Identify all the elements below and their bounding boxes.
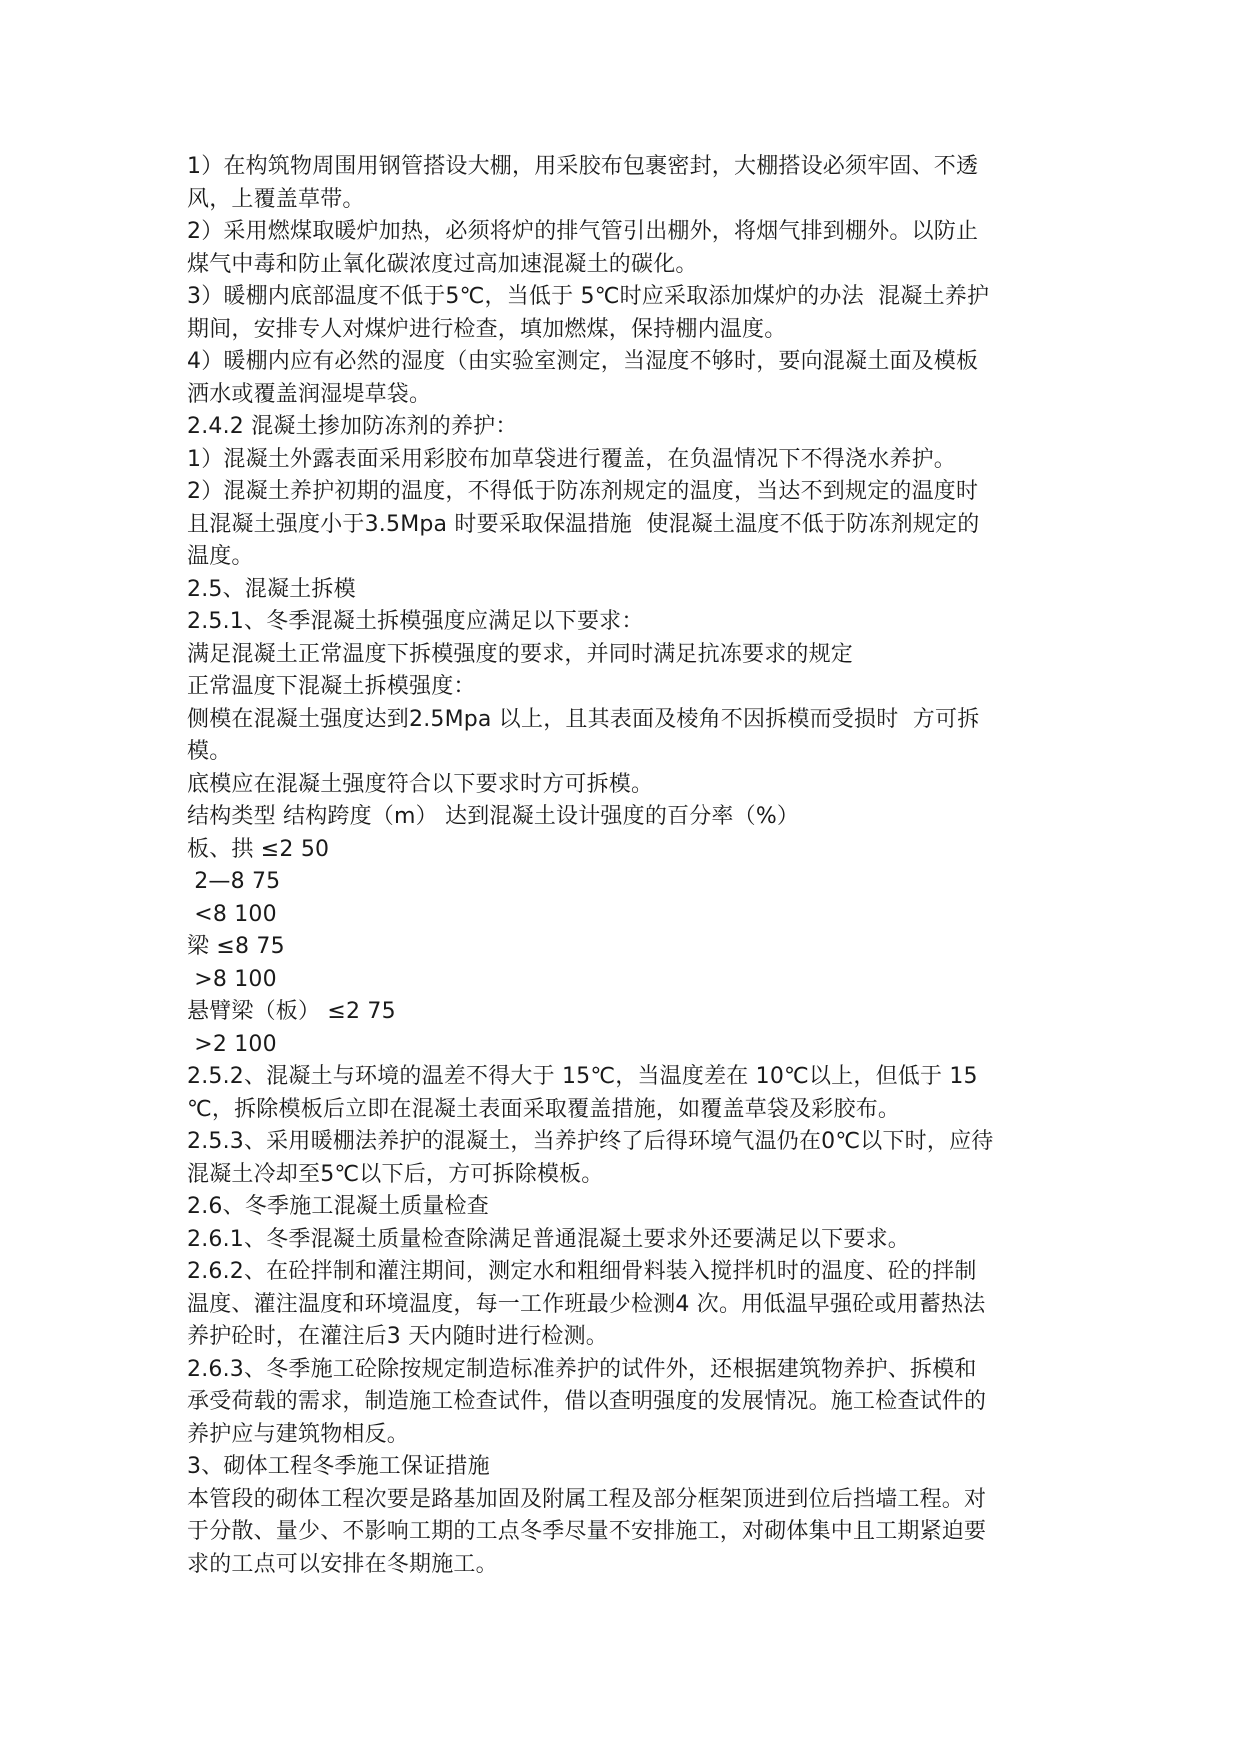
text-line: 2.6.2、在砼拌制和灌注期间，测定水和粗细骨料装入搅拌机时的温度、砼的拌制 — [187, 1259, 977, 1284]
text-line: 洒水或覆盖润湿堤草袋。 — [187, 381, 432, 407]
text-line: 3）暖棚内底部温度不低于5℃，当低于 5℃时应采取添加煤炉的办法 混凝土养护 — [187, 284, 990, 309]
text-line: 温度、灌注温度和环境温度，每一工作班最少检测4 次。用低温早强砼或用蓄热法 — [187, 1291, 986, 1317]
text-line: 混凝土冷却至5℃以下后，方可拆除模板。 — [187, 1161, 604, 1187]
text-line: 本管段的砌体工程次要是路基加固及附属工程及部分框架顶进到位后挡墙工程。对 — [187, 1486, 987, 1512]
text-line: 侧模在混凝土强度达到2.5Mpa 以上，且其表面及棱角不因拆模而受损时 方可拆 — [187, 706, 980, 732]
text-line: 于分散、量少、不影响工期的工点冬季尽量不安排施工，对砌体集中且工期紧迫要 — [187, 1519, 987, 1544]
text-line: >8 100 — [187, 966, 277, 992]
text-line: 结构类型 结构跨度（m） 达到混凝土设计强度的百分率（%） — [187, 804, 800, 829]
text-line: 满足混凝土正常温度下拆模强度的要求，并同时满足抗冻要求的规定 — [187, 641, 854, 667]
text-line: 梁 ≤8 75 — [187, 934, 285, 959]
text-line: 温度。 — [187, 544, 254, 569]
text-line: 2）混凝土养护初期的温度，不得低于防冻剂规定的温度，当达不到规定的温度时 — [187, 479, 979, 504]
text-line: 煤气中毒和防止氧化碳浓度过高加速混凝土的碳化。 — [187, 251, 698, 277]
text-line: 且混凝土强度小于3.5Mpa 时要采取保温措施 使混凝土温度不低于防冻剂规定的 — [187, 511, 980, 537]
text-line: 求的工点可以安排在冬期施工。 — [187, 1551, 498, 1577]
text-line: 2）采用燃煤取暖炉加热，必须将炉的排气管引出棚外，将烟气排到棚外。以防止 — [187, 219, 979, 244]
text-line: 板、拱 ≤2 50 — [187, 836, 330, 862]
text-line: 3、砌体工程冬季施工保证措施 — [187, 1454, 490, 1479]
text-line: 2.4.2 混凝土掺加防冻剂的养护： — [187, 414, 518, 439]
text-line: 悬臂梁（板） ≤2 75 — [187, 999, 396, 1024]
text-line: 承受荷载的需求，制造施工检查试件，借以查明强度的发展情况。施工检查试件的 — [187, 1389, 987, 1414]
text-line: 2.6、冬季施工混凝土质量检查 — [187, 1194, 489, 1219]
text-line: 2.5、混凝土拆模 — [187, 576, 356, 602]
text-line: 4）暖棚内应有必然的湿度（由实验室测定，当湿度不够时，要向混凝土面及模板 — [187, 349, 979, 374]
text-line: 2.6.3、冬季施工砼除按规定制造标准养护的试件外，还根据建筑物养护、拆模和 — [187, 1356, 977, 1382]
text-line: ℃，拆除模板后立即在混凝土表面采取覆盖措施，如覆盖草袋及彩胶布。 — [187, 1096, 901, 1122]
text-line: 1）在构筑物周围用钢管搭设大棚，用采胶布包裹密封，大棚搭设必须牢固、不透 — [187, 154, 979, 179]
text-line: 2—8 75 — [187, 869, 281, 894]
text-line: 期间，安排专人对煤炉进行检查，填加燃煤，保持棚内温度。 — [187, 316, 787, 342]
text-line: 2.5.3、采用暖棚法养护的混凝土，当养护终了后得环境气温仍在0℃以下时，应待 — [187, 1129, 994, 1154]
text-line: 风，上覆盖草带。 — [187, 186, 365, 212]
text-line: 1）混凝土外露表面采用彩胶布加草袋进行覆盖，在负温情况下不得浇水养护。 — [187, 446, 956, 472]
text-line: 底模应在混凝土强度符合以下要求时方可拆模。 — [187, 771, 654, 797]
text-line: <8 100 — [187, 901, 277, 927]
text-line: 正常温度下混凝土拆模强度： — [187, 674, 476, 699]
text-line: 模。 — [187, 739, 232, 764]
document-page — [187, 151, 1067, 1581]
text-line: 2.6.1、冬季混凝土质量检查除满足普通混凝土要求外还要满足以下要求。 — [187, 1226, 910, 1252]
text-line: 2.5.1、冬季混凝土拆模强度应满足以下要求： — [187, 609, 644, 634]
text-line: 2.5.2、混凝土与环境的温差不得大于 15℃，当温度差在 10℃以上，但低于 15 — [187, 1064, 978, 1089]
text-line: 养护应与建筑物相反。 — [187, 1421, 410, 1447]
text-line: 养护砼时，在灌注后3 天内随时进行检测。 — [187, 1324, 608, 1349]
text-line: >2 100 — [187, 1031, 277, 1057]
